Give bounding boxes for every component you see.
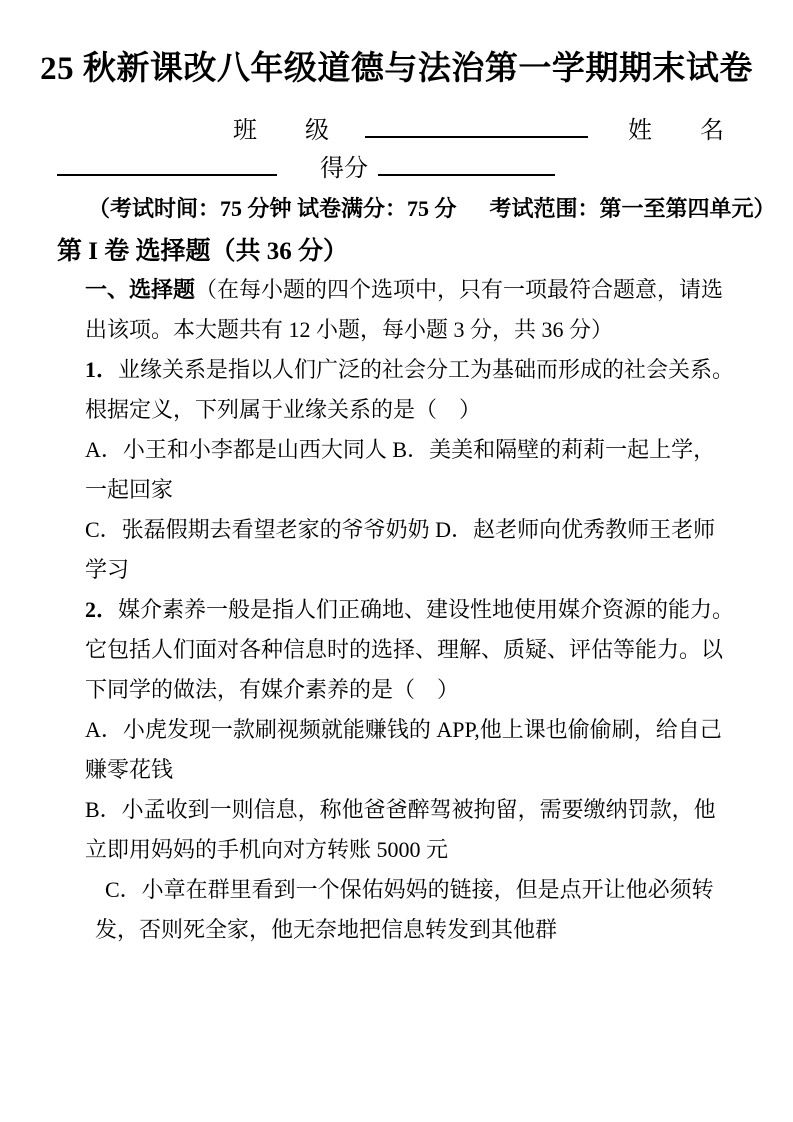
question2-option-b-cont: 立即用妈妈的手机向对方转账 5000 元 xyxy=(85,837,449,862)
score-label: 得分 xyxy=(320,156,368,182)
name-label: 姓 名 xyxy=(628,118,724,144)
intro-line1-text: （在每小题的四个选项中，只有一项最符合题意，请选 xyxy=(195,277,724,302)
question2-number: 2． xyxy=(85,597,119,622)
question2-line1-text: 媒介素养一般是指人们正确地、建设性地使用媒介资源的能力。 xyxy=(118,597,735,622)
question2-line2: 它包括人们面对各种信息时的选择、理解、质疑、评估等能力。以 xyxy=(85,637,724,662)
question2-option-b: B．小孟收到一则信息，称他爸爸醉驾被拘留，需要缴纳罚款，他 xyxy=(85,797,716,822)
question1-options-cd: C．张磊假期去看望老家的爷爷奶奶 D．赵老师向优秀教师王老师 xyxy=(85,517,716,542)
question1-line1-text: 业缘关系是指以人们广泛的社会分工为基础而形成的社会关系。 xyxy=(118,357,735,382)
section1-intro-line2: 出该项。本大题共有 12 小题，每小题 3 分，共 36 分） xyxy=(85,317,614,342)
name-fill-line xyxy=(57,146,277,176)
exam-title: 25 秋新课改八年级道德与法治第一学期期末试卷 xyxy=(40,51,753,87)
question2-option-a: A．小虎发现一款刷视频就能赚钱的 APP,他上课也偷偷刷，给自己 xyxy=(85,717,722,742)
score-fill-line xyxy=(378,146,555,176)
question2-line3: 下同学的做法，有媒介素养的是（ ） xyxy=(85,677,460,702)
exam-body xyxy=(85,270,773,950)
class-label: 班 级 xyxy=(233,118,329,144)
intro-bold-label: 一、选择题 xyxy=(85,277,196,302)
score-form-line xyxy=(57,146,793,184)
question1-options-ab: A．小王和小李都是山西大同人 B．美美和隔壁的莉莉一起上学， xyxy=(85,437,716,462)
question2-option-a-cont: 赚零花钱 xyxy=(85,757,174,782)
question1-option-b-cont: 一起回家 xyxy=(85,477,174,502)
question2-option-c-cont: 发，否则死全家，他无奈地把信息转发到其他群 xyxy=(95,917,558,942)
section1-intro-line1 xyxy=(85,270,773,310)
question1-option-d-cont: 学习 xyxy=(85,557,130,582)
question1-number: 1． xyxy=(85,357,119,382)
class-name-form-line xyxy=(233,108,793,146)
class-fill-line xyxy=(365,108,588,138)
part1-heading: 第 I 卷 选择题（共 36 分） xyxy=(57,238,348,265)
exam-info: （考试时间：75 分钟 试卷满分：75 分 考试范围：第一至第四单元） xyxy=(88,196,776,221)
question1-line2: 根据定义，下列属于业缘关系的是（ ） xyxy=(85,397,482,422)
question1-line1 xyxy=(85,350,773,390)
question2-option-c: C．小章在群里看到一个保佑妈妈的链接，但是点开让他必须转 xyxy=(105,877,714,902)
question2-line1 xyxy=(85,590,773,630)
